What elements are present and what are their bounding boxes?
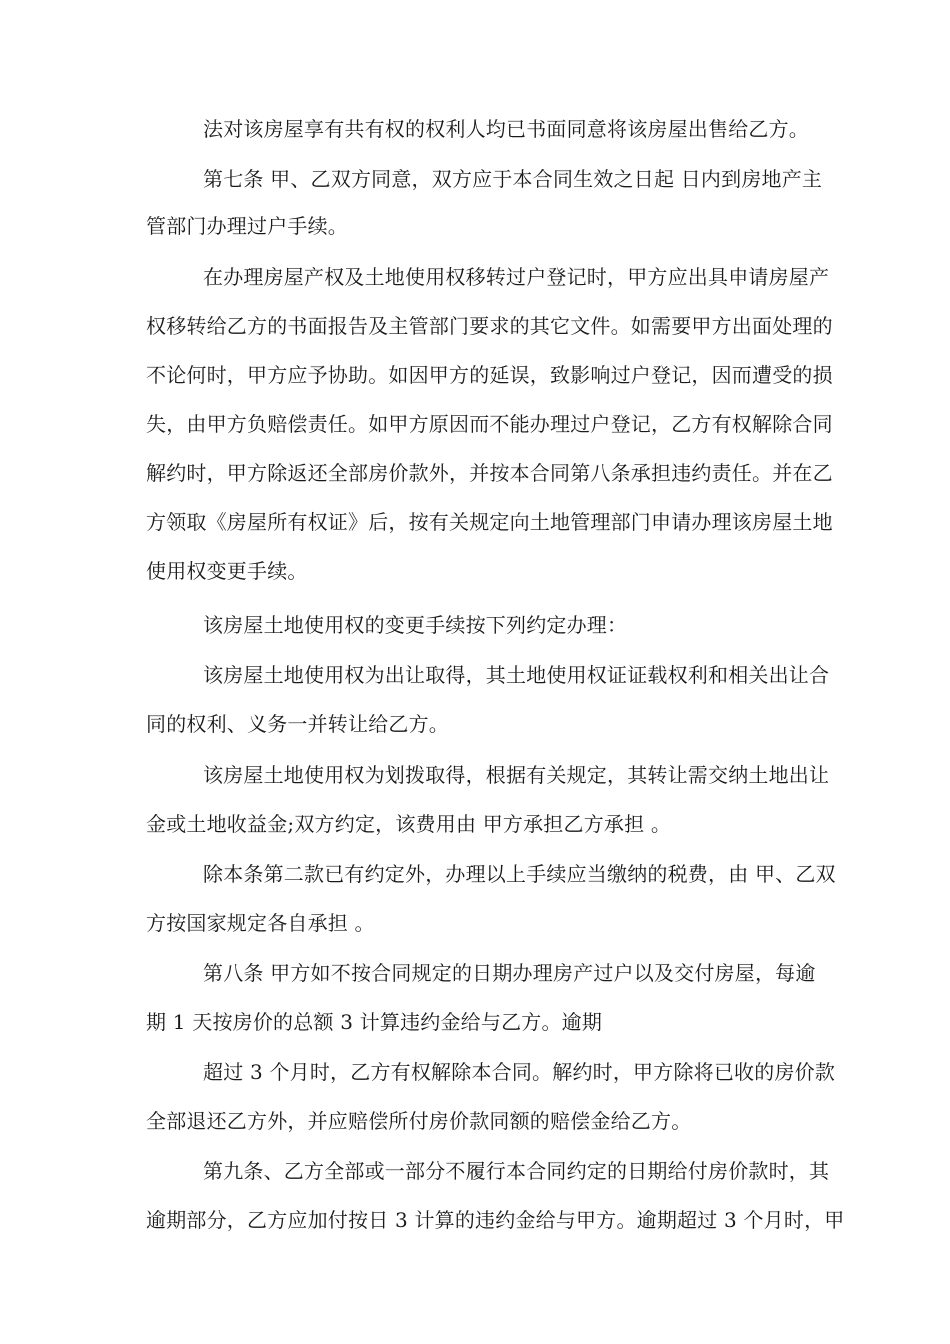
text-line: 期 1 天按房价的总额 3 计算违约金给与乙方。逾期 bbox=[146, 1010, 603, 1034]
text-line: 权移转给乙方的书面报告及主管部门要求的其它文件。如需要甲方出面处理的 bbox=[146, 314, 833, 338]
text-line: 使用权变更手续。 bbox=[146, 559, 308, 583]
text-line: 不论何时，甲方应予协助。如因甲方的延误，致影响过户登记，因而遭受的损 bbox=[146, 363, 833, 387]
text-line: 同的权利、义务一并转让给乙方。 bbox=[146, 712, 449, 736]
text-line: 超过 3 个月时，乙方有权解除本合同。解约时，甲方除将已收的房价款 bbox=[203, 1060, 836, 1084]
text-line: 全部退还乙方外，并应赔偿所付房价款同额的赔偿金给乙方。 bbox=[146, 1109, 692, 1133]
text-line: 第七条 甲、乙双方同意，双方应于本合同生效之日起 日内到房地产主 bbox=[203, 167, 823, 191]
text-line: 在办理房屋产权及土地使用权移转过户登记时，甲方应出具申请房屋产 bbox=[203, 265, 830, 289]
text-line: 法对该房屋享有共有权的权利人均已书面同意将该房屋出售给乙方。 bbox=[203, 117, 809, 141]
text-line: 解约时，甲方除返还全部房价款外，并按本合同第八条承担违约责任。并在乙 bbox=[146, 461, 833, 485]
text-line: 方按国家规定各自承担 。 bbox=[146, 911, 375, 935]
text-line: 失，由甲方负赔偿责任。如甲方原因而不能办理过户登记，乙方有权解除合同 bbox=[146, 412, 833, 436]
text-line: 该房屋土地使用权的变更手续按下列约定办理： bbox=[203, 613, 628, 637]
text-line: 该房屋土地使用权为出让取得，其土地使用权证证载权利和相关出让合 bbox=[203, 663, 830, 687]
text-line: 逾期部分，乙方应加付按日 3 计算的违约金给与甲方。逾期超过 3 个月时，甲 bbox=[146, 1208, 845, 1232]
text-line: 管部门办理过户手续。 bbox=[146, 214, 348, 238]
text-line: 方领取《房屋所有权证》后，按有关规定向土地管理部门申请办理该房屋土地 bbox=[146, 510, 833, 534]
text-line: 除本条第二款已有约定外，办理以上手续应当缴纳的税费，由 甲、乙双 bbox=[203, 862, 836, 886]
text-line: 该房屋土地使用权为划拨取得，根据有关规定，其转让需交纳土地出让 bbox=[203, 763, 830, 787]
text-line: 第八条 甲方如不按合同规定的日期办理房产过户以及交付房屋，每逾 bbox=[203, 961, 816, 985]
text-line: 第九条、乙方全部或一部分不履行本合同约定的日期给付房价款时，其 bbox=[203, 1159, 830, 1183]
text-line: 金或土地收益金;双方约定，该费用由 甲方承担乙方承担 。 bbox=[146, 812, 672, 836]
